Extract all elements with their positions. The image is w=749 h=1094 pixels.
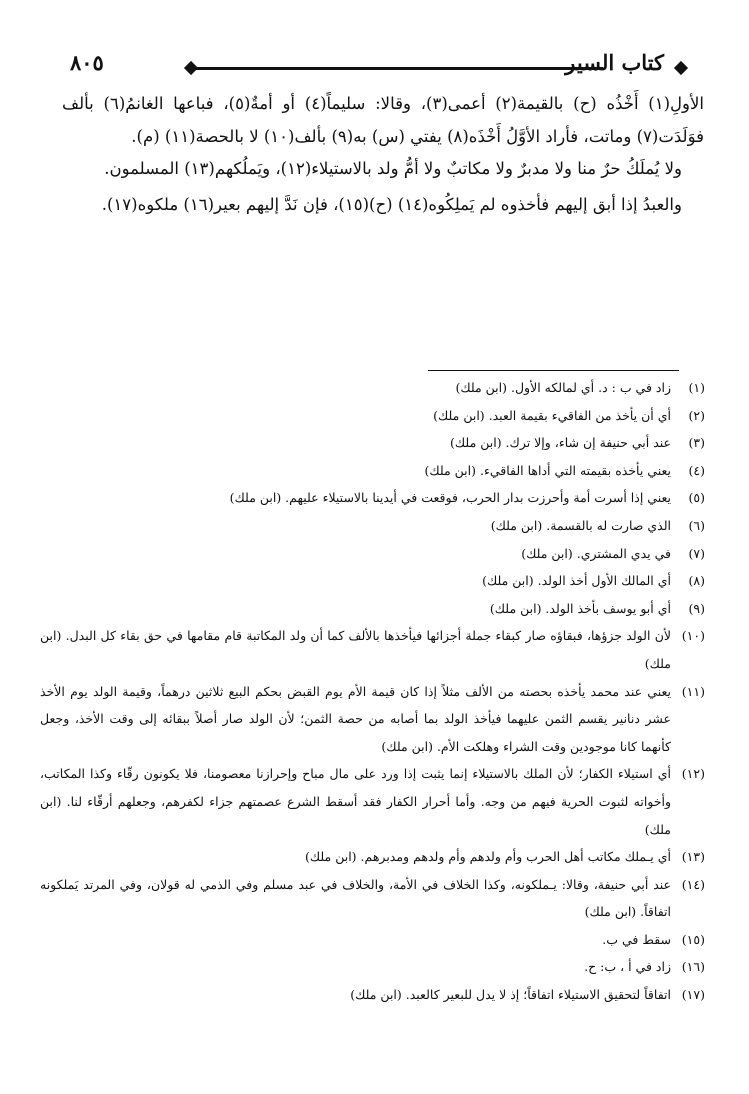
footnote: [40, 402, 705, 430]
footnote: [40, 567, 705, 595]
footnote-number: (١٠): [681, 628, 705, 644]
footnote: [40, 484, 705, 512]
page-header: [68, 46, 690, 86]
footnote-number: (٩): [688, 600, 705, 616]
footnote-text: الذي صارت له بالقسمة. (ابن ملك): [490, 517, 671, 533]
footnote: [40, 429, 705, 457]
footnote-separator: [428, 370, 679, 371]
footnote-number: (١): [688, 380, 705, 395]
footnote-text: يعني إذا أسرت أمة وأحرزت بدار الحرب، فوقعت في أيدينا بالاستيلاء عليهم. (ابن ملك): [229, 490, 671, 506]
footnote-number: (٦): [688, 517, 705, 533]
footnote-text: زاد في أ ، ب: ح.: [584, 959, 671, 975]
footnote-number: (٢): [688, 407, 705, 423]
footnote-number: (٧): [688, 545, 705, 561]
footnote: [40, 926, 705, 954]
footnote: [40, 760, 705, 843]
footnote-number: (٥): [688, 490, 705, 506]
footnote-text: أي أبو يوسف بأخذ الولد. (ابن ملك): [489, 600, 671, 616]
footnote: [40, 871, 705, 926]
footnote: [40, 595, 705, 623]
main-text: [62, 88, 704, 221]
diamond-ornament-icon: [674, 61, 688, 75]
footnote-text: سقط في ب.: [602, 931, 671, 947]
header-rule: [188, 67, 603, 70]
footnote: [40, 981, 705, 1009]
footnote-number: (١٧): [681, 987, 705, 1003]
footnote-number: (١١): [681, 683, 705, 699]
footnote-text: أي استيلاء الكفار؛ لأن الملك بالاستيلاء إنما يثبت إذا ورد على مال مباح وإحرازنا معصومنا، فلا يكونون رقّاء وكذا المكاتب، وأخواته لثبوت الحرية فيهم من وجه. وأما أحرار الكفار فقد أسقط الشرع عصمتهم جزاء لكفرهم، وجعلهم أرقّاء لنا. (ابن ملك): [40, 766, 671, 837]
footnote-text: أي المالك الأول أخذ الولد. (ابن ملك): [482, 573, 671, 589]
footnote-text: عند أبي حنيفة إن شاء، وإلا ترك. (ابن ملك): [450, 435, 671, 451]
paragraph: الأولِ(١) أَخْذُه (ح) بالقيمة(٢) أعمى(٣)، وقالا: سليماً(٤) أو أمةٌ(٥)، فباعها الغانمُ(٦) بألف فوَلَدَت(٧) وماتت، فأراد الأوَّلُ أَخْذَه(٨) يفتي (س) به(٩) بألف(١٠) لا بالحصة(١١) (م).: [62, 94, 705, 146]
footnote-text: في يدي المشتري. (ابن ملك): [521, 545, 671, 561]
footnote: [40, 953, 705, 981]
footnote-text: لأن الولد جزؤها، فبقاؤه صار كبقاء جملة أجزائها فيأخذها بالألف كما أن ولد المكاتبة قام مقامها في حق بقاء كل البدل. (ابن ملك): [40, 628, 671, 671]
footnote-number: (١٥): [681, 931, 705, 947]
book-title: كتاب السير: [565, 50, 664, 75]
footnote: [40, 622, 705, 677]
paragraph: والعبدُ إذا أبق إليهم فأخذوه لم يَملِكُوه(١٤) (ح)(١٥)، فإن نَدَّ إليهم بعير(١٦) ملكوه(١٧).: [101, 194, 682, 214]
footnote: [40, 540, 705, 568]
footnote: [40, 678, 705, 761]
footnote-number: (٤): [688, 462, 705, 478]
footnote-text: أي أن يأخذ من الفاقيء بقيمة العبد. (ابن ملك): [433, 407, 671, 423]
footnote: [40, 374, 705, 402]
footnote-number: (٣): [688, 435, 705, 451]
footnote-number: (١٢): [681, 766, 705, 782]
footnote-text: يعني عند محمد يأخذه بحصته من الألف مثلاً إذا كان قيمة الأم يوم القبض بحكم البيع ثلاثين درهماً، وقيمة الولد يوم الأخذ عشر دنانير يقسم الثمن عليهما فيأخذ الولد بما أصابه من حصة الثمن؛ لأن الولد صار أصلاً ببقائه إلى وقت الأخذ، وجعل كأنهما كانا موجودين وقت الشراء وهلكت الأم. (ابن ملك): [40, 683, 671, 754]
paragraph: ولا يُملَكُ حرٌ منا ولا مدبرٌ ولا مكاتبٌ ولا أمُّ ولد بالاستيلاء(١٢)، ويَملُكهم(١٣) المسلمون.: [104, 159, 682, 178]
footnote-text: اتفاقاً لتحقيق الاستيلاء اتفاقاً؛ إذ لا يدل للبعير كالعبد. (ابن ملك): [350, 987, 671, 1003]
footnote-number: (١٣): [681, 849, 705, 865]
footnote-number: (١٦): [681, 959, 705, 975]
footnote: [40, 512, 705, 540]
footnote-text: زاد في ب : د. أي لمالكه الأول. (ابن ملك): [455, 380, 671, 395]
footnotes: [40, 374, 705, 1009]
footnote-number: (٨): [688, 573, 705, 589]
footnote: [40, 457, 705, 485]
footnote-text: أي يـملك مكاتب أهل الحرب وأم ولدهم وأم ولدهم ومدبرهم. (ابن ملك): [305, 849, 671, 865]
page-number: ٨٠٥: [70, 50, 104, 75]
footnote-text: يعني يأخذه بقيمته التي أداها الفاقيء. (ابن ملك): [424, 462, 671, 478]
footnote: [40, 843, 705, 871]
footnote-text: عند أبي حنيفة، وقالا: يـملكونه، وكذا الخلاف في الأمة، والخلاف في عبد مسلم وفي الذمي له قولان، وفي المرتد يَملكونه اتفاقاً. (ابن ملك): [40, 876, 671, 920]
footnote-number: (١٤): [681, 876, 705, 892]
